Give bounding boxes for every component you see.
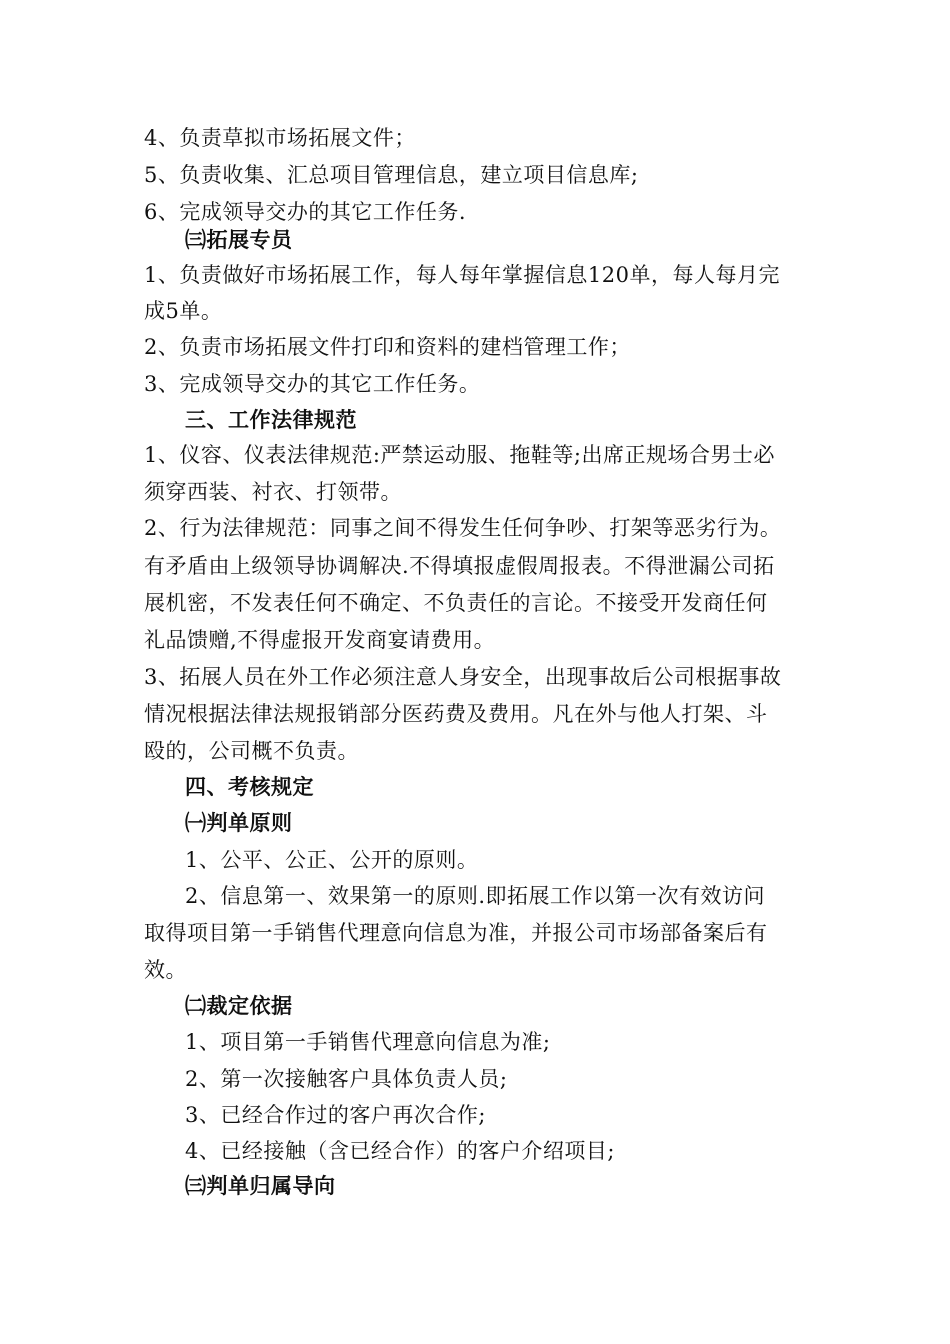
section-heading: 四、考核规定 bbox=[185, 775, 314, 799]
text-line: 展机密，不发表任何不确定、不负责任的言论。不接受开发商任何 bbox=[144, 591, 768, 615]
text-line: 1、负责做好市场拓展工作，每人每年掌握信息120单，每人每月完 bbox=[144, 263, 780, 287]
text-line: 3、拓展人员在外工作必须注意人身安全，出现事故后公司根据事故 bbox=[144, 665, 782, 689]
text-line: 2、信息第一、效果第一的原则.即拓展工作以第一次有效访问 bbox=[185, 884, 766, 908]
text-line: 2、负责市场拓展文件打印和资料的建档管理工作； bbox=[144, 335, 631, 359]
text-line: 须穿西装、衬衣、打领带。 bbox=[144, 480, 402, 504]
text-line: 2、行为法律规范：同事之间不得发生任何争吵、打架等恶劣行为。 bbox=[144, 516, 782, 540]
text-line: 成5单。 bbox=[144, 299, 223, 323]
section-heading: ㈢判单归属导向 bbox=[185, 1174, 336, 1198]
text-line: 礼品馈赠,不得虚报开发商宴请费用。 bbox=[144, 628, 496, 652]
text-line: 4、已经接触（含已经合作）的客户介绍项目; bbox=[185, 1139, 615, 1163]
text-line: 4、负责草拟市场拓展文件； bbox=[144, 126, 416, 150]
text-line: 情况根据法律法规报销部分医药费及费用。凡在外与他人打架、斗 bbox=[144, 702, 768, 726]
section-heading: 三、工作法律规范 bbox=[185, 408, 357, 432]
text-line: 1、项目第一手销售代理意向信息为准; bbox=[185, 1030, 551, 1054]
text-line: 效。 bbox=[144, 958, 187, 982]
text-line: 1、公平、公正、公开的原则。 bbox=[185, 848, 479, 872]
text-line: 3、完成领导交办的其它工作任务。 bbox=[144, 372, 481, 396]
text-line: 6、完成领导交办的其它工作任务. bbox=[144, 200, 467, 224]
text-line: 有矛盾由上级领导协调解决.不得填报虚假周报表。不得泄漏公司拓 bbox=[144, 554, 775, 578]
text-line: 1、仪容、仪表法律规范:严禁运动服、拖鞋等;出席正规场合男士必 bbox=[144, 443, 776, 467]
text-line: 取得项目第一手销售代理意向信息为准，并报公司市场部备案后有 bbox=[144, 921, 768, 945]
section-heading: ㈢拓展专员 bbox=[185, 228, 293, 252]
text-line: 3、已经合作过的客户再次合作; bbox=[185, 1103, 486, 1127]
section-heading: ㈡裁定依据 bbox=[185, 994, 293, 1018]
text-line: 5、负责收集、汇总项目管理信息，建立项目信息库; bbox=[144, 163, 639, 187]
text-line: 2、第一次接触客户具体负责人员; bbox=[185, 1067, 508, 1091]
section-heading: ㈠判单原则 bbox=[185, 811, 293, 835]
text-line: 殴的，公司概不负责。 bbox=[144, 739, 359, 763]
